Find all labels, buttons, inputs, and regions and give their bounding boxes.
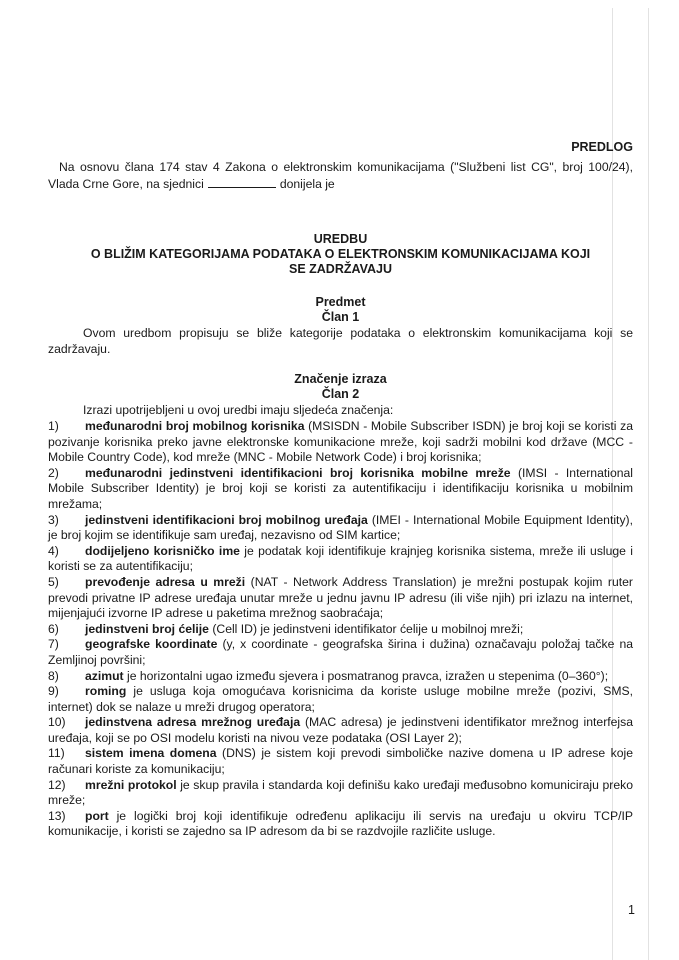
definition-item (48, 637, 633, 668)
defined-term: prevođenje adresa u mreži (85, 574, 246, 589)
item-number: 13) (48, 808, 66, 823)
definition-item (48, 513, 633, 544)
article-2-heading: Značenje izraza (294, 372, 387, 386)
definition-text: (MAC adresa) je jedinstveni identifikator mrežnog interfejsa uređaja, koji se po OSI modelu koristi na nivou veze podataka (OSI Layer 2); (48, 715, 633, 745)
preamble-end: donijela je (279, 176, 335, 191)
proposal-label: PREDLOG (571, 140, 633, 154)
definition-item (48, 466, 633, 513)
definition-item (48, 809, 633, 840)
item-number: 4) (48, 543, 59, 558)
session-date-blank (208, 176, 276, 188)
article-2-header (48, 372, 633, 402)
title-line-1: UREDBU (313, 232, 368, 246)
preamble-text: Na osnovu člana 174 stav 4 Zakona o elektronskim komunikacijama ("Službeni list CG", broj 100/24), Vlada Crne Gore, na sjednici (48, 160, 633, 191)
definition-item (48, 575, 633, 622)
definition-item (48, 669, 633, 685)
article-2-intro: Izrazi upotrijebljeni u ovoj uredbi imaju sljedeća značenja: (83, 403, 394, 417)
definition-item (48, 715, 633, 746)
title-line-2: O BLIŽIM KATEGORIJAMA PODATAKA O ELEKTRONSKIM KOMUNIKACIJAMA KOJI SE ZADRŽAVAJU (90, 247, 591, 276)
defined-term: međunarodni broj mobilnog korisnika (85, 419, 305, 433)
article-1-header (48, 295, 633, 325)
article-2-number: Član 2 (321, 387, 360, 401)
definition-text: je usluga koja omogućava korisnicima da koriste usluge mobilne mreže (pozivi, SMS, internet) dok se nalaze u mreži drugog operatora; (48, 684, 633, 714)
item-number: 6) (48, 621, 59, 636)
item-number: 8) (48, 668, 59, 683)
definition-item (48, 684, 633, 715)
defined-term: jedinstveni broj ćelije (85, 621, 209, 636)
defined-term: geografske koordinate (85, 637, 218, 652)
item-number: 1) (48, 419, 59, 433)
definition-text: (NAT - Network Address Translation) je mrežni postupak kojim ruter prevodi privatne IP adrese uređaja unutar mreže u jednu javnu IP adresu (ili više njih) pri izlazu na internet, mijenjajući izvorne IP adrese u paketima mrežnog saobraćaja; (48, 574, 633, 621)
definition-text: (IMSI - International Mobile Subscriber Identity) je broj koji se koristi za autentifikaciju i identifikaciju korisnika u mobilnim mrežama; (48, 465, 633, 511)
definition-text: (DNS) je sistem koji prevodi simboličke nazive domena u IP adrese koje računari koriste za komunikaciju; (48, 746, 633, 777)
item-number: 2) (48, 465, 59, 480)
item-number: 11) (48, 746, 65, 761)
defined-term: sistem imena domena (85, 746, 217, 761)
defined-term: port (85, 808, 109, 823)
item-number: 5) (48, 574, 59, 589)
defined-term: jedinstvena adresa mrežnog uređaja (85, 715, 301, 730)
definition-text: je podatak koji identifikuje krajnjeg korisnika sistema, mreže ili usluge i koristi se za autentifikaciju; (48, 543, 633, 574)
definition-item (48, 778, 633, 809)
item-number: 7) (48, 637, 59, 652)
article-1-heading: Predmet (315, 295, 366, 309)
definition-text: (IMEI - International Mobile Equipment Identity), je broj kojim se identifikuje sam uređaj, nezavisno od SIM kartice; (48, 512, 633, 543)
article-1-text: Ovom uredbom propisuju se bliže kategorije podataka o elektronskim komunikacijama koji se zadržavaju. (48, 326, 633, 356)
defined-term: azimut (85, 668, 124, 683)
definition-text: (MSISDN - Mobile Subscriber ISDN) je broj koji se koristi za pozivanje korisnika preko javne elektronske komunikacione mreže, koji sadrži mobilni kod države (MCC - Mobile Country Code), kod mreže (MNC - Mobile Network Code) i broj korisnika; (48, 419, 633, 465)
defined-term: međunarodni jedinstveni identifikacioni broj korisnika mobilne mreže (85, 465, 511, 480)
article-1-number: Član 1 (321, 310, 360, 324)
scan-edge-line (648, 8, 649, 960)
item-number: 12) (48, 777, 66, 792)
definition-item (48, 622, 633, 638)
preamble (48, 160, 633, 192)
definition-text: je logički broj koji identifikuje određenu aplikaciju ili servis na uređaju u okviru TCP/IP komunikacije, i koristi se zajedno sa IP adresom da bi se razdvojile različite usluge. (48, 808, 633, 839)
definition-item (48, 544, 633, 575)
definitions-list (48, 419, 633, 840)
definition-text: (Cell ID) je jedinstveni identifikator ćelije u mobilnoj mreži; (208, 621, 524, 636)
definition-text: (y, x coordinate - geografska širina i dužina) označavaju položaj tačke na Zemljinoj površini; (48, 637, 634, 667)
page-number: 1 (628, 903, 635, 917)
item-number: 10) (48, 715, 66, 730)
definition-item (48, 746, 633, 777)
definition-text: je horizontalni ugao između sjevera i posmatranog pravca, izražen u stepenima (0–360°); (123, 668, 609, 683)
defined-term: jedinstveni identifikacioni broj mobilnog uređaja (85, 512, 368, 527)
regulation-title (48, 232, 633, 277)
definition-item (48, 419, 633, 466)
item-number: 9) (48, 684, 59, 699)
defined-term: mrežni protokol (85, 777, 177, 792)
defined-term: roming (85, 684, 127, 699)
item-number: 3) (48, 512, 59, 527)
definition-text: je skup pravila i standarda koji definišu kako uređaji međusobno komuniciraju preko mreže; (48, 777, 633, 808)
defined-term: dodijeljeno korisničko ime (85, 543, 240, 558)
